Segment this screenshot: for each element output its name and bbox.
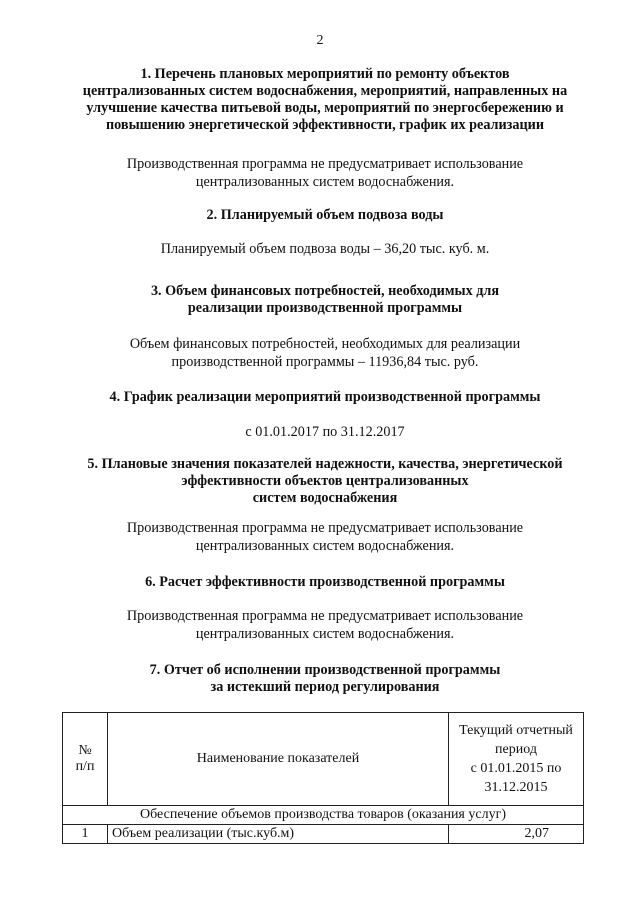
- group-label: Обеспечение объемов производства товаров (оказания услуг): [63, 806, 584, 825]
- heading-line: 7. Отчет об исполнении производственной программы: [149, 662, 501, 678]
- section-4-heading: [40, 389, 610, 406]
- page-number: 2: [316, 33, 324, 48]
- row-value: 2,07: [449, 825, 584, 844]
- heading-line: систем водоснабжения: [252, 490, 398, 506]
- heading-line: реализации производственной программы: [187, 300, 463, 316]
- section-1-heading: [40, 66, 610, 134]
- header-period-line: с 01.01.2015 по: [470, 761, 562, 776]
- heading-line: за истекший период регулирования: [210, 679, 440, 695]
- text-line: Производственная программа не предусматривает использование: [126, 608, 524, 624]
- section-3-text: [40, 335, 610, 371]
- heading-line: повышению энергетической эффективности, график их реализации: [106, 117, 544, 133]
- heading-line: улучшение качества питьевой воды, мероприятий по энергосбережению и: [86, 100, 564, 116]
- text-line: централизованных систем водоснабжения.: [195, 174, 455, 190]
- section-4-text: [40, 423, 610, 441]
- text-line: Производственная программа не предусматривает использование: [126, 520, 524, 536]
- heading-line: 4. График реализации мероприятий производственной программы: [109, 389, 541, 405]
- section-1-text: [40, 155, 610, 191]
- text-line: Производственная программа не предусматривает использование: [126, 156, 524, 172]
- header-period-line: 31.12.2015: [484, 780, 548, 795]
- heading-line: 2. Планируемый объем подвоза воды: [206, 207, 444, 223]
- table-row: [63, 825, 584, 844]
- header-num-line: №: [78, 743, 92, 758]
- row-name: Объем реализации (тыс.куб.м): [108, 825, 449, 844]
- header-num: [63, 713, 108, 806]
- text-line: с 01.01.2017 по 31.12.2017: [245, 424, 405, 440]
- table-header-row: [63, 713, 584, 806]
- text-line: производственной программы – 11936,84 тыс. руб.: [171, 354, 479, 370]
- heading-line: 6. Расчет эффективности производственной программы: [145, 574, 505, 590]
- section-7-heading: [40, 662, 610, 696]
- table-group-row: [63, 806, 584, 825]
- section-5-heading: [40, 456, 610, 507]
- text-line: Планируемый объем подвоза воды – 36,20 тыс. куб. м.: [160, 241, 490, 257]
- heading-line: централизованных систем водоснабжения, мероприятий, направленных на: [82, 83, 568, 99]
- text-line: централизованных систем водоснабжения.: [195, 538, 455, 554]
- heading-line: 5. Плановые значения показателей надежности, качества, энергетической: [87, 456, 563, 472]
- header-name: Наименование показателей: [108, 713, 449, 806]
- header-period-line: Текущий отчетный: [459, 723, 573, 738]
- header-period-line: период: [495, 742, 537, 757]
- report-table: [62, 712, 584, 844]
- section-6-text: [40, 607, 610, 643]
- section-3-heading: [40, 283, 610, 317]
- text-line: централизованных систем водоснабжения.: [195, 626, 455, 642]
- heading-line: 3. Объем финансовых потребностей, необходимых для: [150, 283, 500, 299]
- heading-line: эффективности объектов централизованных: [181, 473, 469, 489]
- section-5-text: [40, 519, 610, 555]
- section-6-heading: [40, 574, 610, 591]
- row-num: 1: [63, 825, 108, 844]
- text-line: Объем финансовых потребностей, необходимых для реализации: [129, 336, 521, 352]
- header-num-line: п/п: [75, 759, 95, 774]
- header-period: [449, 713, 584, 806]
- heading-line: 1. Перечень плановых мероприятий по ремонту объектов: [140, 66, 510, 82]
- section-2-heading: [40, 207, 610, 224]
- section-2-text: [40, 240, 610, 258]
